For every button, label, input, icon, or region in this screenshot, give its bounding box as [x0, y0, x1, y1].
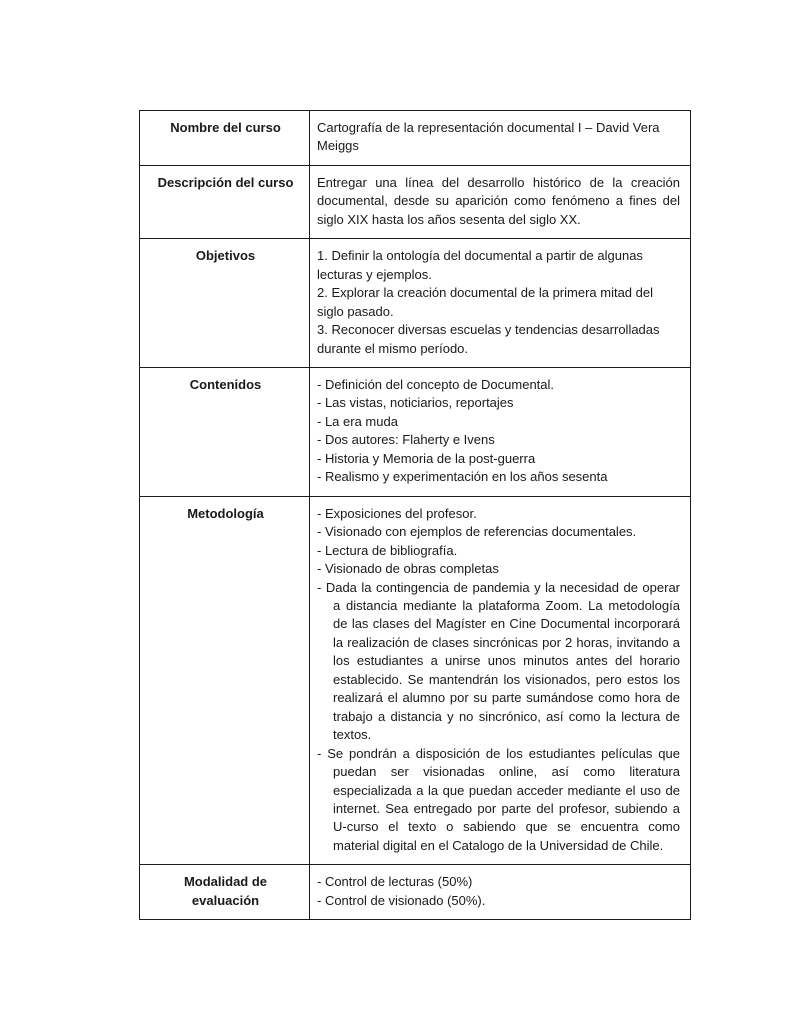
table-row — [140, 239, 691, 368]
content-item: 1. Definir la ontología del documental a partir de algunas lecturas y ejemplos. — [317, 248, 643, 282]
content-item: - Control de lecturas (50%) — [317, 874, 473, 890]
content-item: - La era muda — [317, 413, 398, 429]
table-row — [140, 865, 691, 920]
content-item: - Se pondrán a disposición de los estudiantes películas que puedan ser visionadas online, así como literatura especializada a la que puedan acceder mediante el uso de internet. Sea entregado por parte del profesor, subiendo a U-curso el texto o sabiendo que se encuentra como material digital en el Catalogo de la Universidad de Chile. — [317, 745, 680, 853]
row-label: Modalidad de evaluación — [183, 874, 268, 908]
table-row — [140, 367, 691, 496]
content-item: - Realismo y experimentación en los años sesenta — [317, 469, 608, 485]
row-content-cell — [310, 239, 691, 368]
row-label: Metodología — [187, 505, 264, 521]
content-item: - Dada la contingencia de pandemia y la necesidad de operar a distancia mediante la plataforma Zoom. La metodología de las clases del Magíster en Cine Documental incorporará la realización de clases sincrónicas por 2 horas, invitando a los estudiantes a unirse unos minutos antes del horario establecido. Se mantendrán los visionados, pero estos los realizará el alumno por su parte sumándose como hora de trabajo a distancia y no sincrónico, así como la lectura de textos. — [317, 579, 680, 743]
row-label-cell — [140, 111, 310, 166]
row-label-cell — [140, 165, 310, 238]
row-content-cell — [310, 367, 691, 496]
row-label: Nombre del curso — [170, 120, 281, 135]
course-table-body — [140, 111, 691, 920]
content-item: 3. Reconocer diversas escuelas y tendencias desarrolladas durante el mismo período. — [317, 322, 660, 356]
content-item: Cartografía de la representación documental I – David Vera Meiggs — [317, 120, 660, 154]
row-label-cell — [140, 239, 310, 368]
table-row — [140, 111, 691, 166]
content-item: - Historia y Memoria de la post-guerra — [317, 450, 536, 466]
row-content-cell — [310, 865, 691, 920]
row-label: Contenidos — [189, 376, 262, 392]
content-item: - Lectura de bibliografía. — [317, 542, 458, 558]
content-item: - Definición del concepto de Documental. — [317, 376, 555, 392]
content-item: Entregar una línea del desarrollo histórico de la creación documental, desde su aparición como fenómeno a fines del siglo XIX hasta los años sesenta del siglo XX. — [317, 174, 680, 227]
row-content-cell — [310, 496, 691, 865]
course-table — [139, 110, 691, 920]
row-label-cell — [140, 865, 310, 920]
content-item: - Las vistas, noticiarios, reportajes — [317, 395, 514, 411]
content-item: 2. Explorar la creación documental de la primera mitad del siglo pasado. — [317, 285, 654, 319]
content-item: - Control de visionado (50%). — [317, 892, 486, 908]
row-label-cell — [140, 367, 310, 496]
row-label-cell — [140, 496, 310, 865]
content-item: - Exposiciones del profesor. — [317, 505, 477, 521]
content-item: - Dos autores: Flaherty e Ivens — [317, 432, 495, 448]
row-label: Objetivos — [195, 248, 256, 264]
content-item: - Visionado con ejemplos de referencias documentales. — [317, 524, 637, 540]
row-label: Descripción del curso — [157, 174, 294, 190]
row-content-cell — [310, 165, 691, 238]
table-row — [140, 496, 691, 865]
row-content-cell — [310, 111, 691, 166]
table-row — [140, 165, 691, 238]
content-item: - Visionado de obras completas — [317, 561, 499, 577]
